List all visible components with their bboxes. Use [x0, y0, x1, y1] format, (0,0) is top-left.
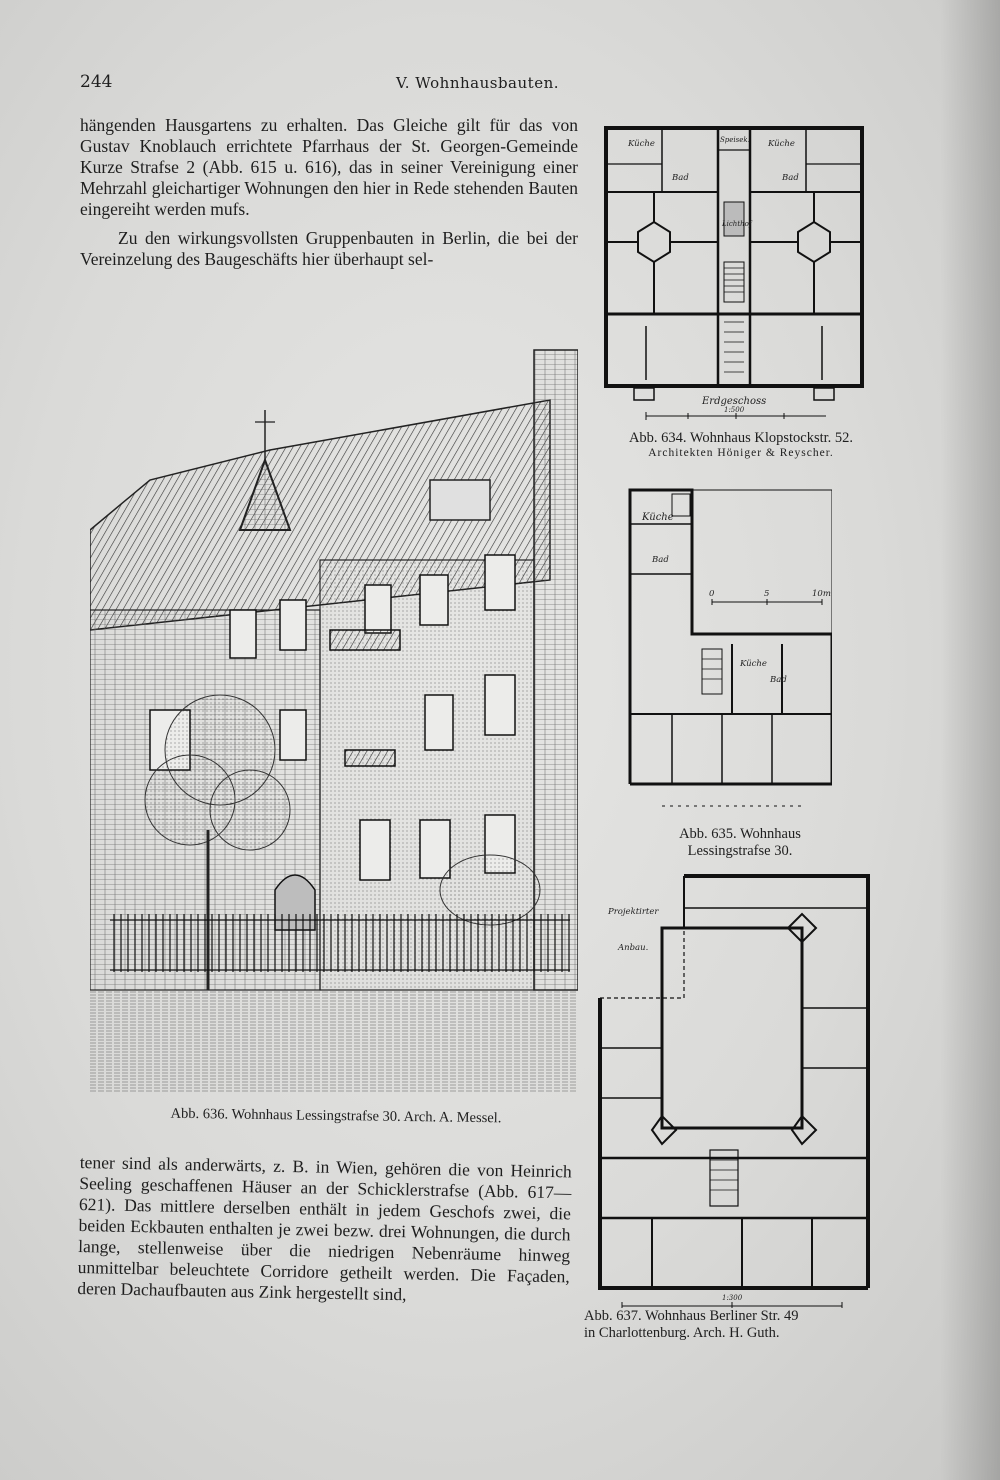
floor-plan-lessingstrasse	[622, 484, 832, 820]
running-title: V. Wohnhausbauten.	[396, 74, 559, 92]
label-floor: Erdgeschoss	[702, 396, 767, 407]
label-bath-mid: Bad	[770, 675, 787, 685]
page-number: 244	[80, 72, 113, 92]
label-scale-5: 5	[764, 589, 770, 599]
paragraph-1: hängenden Hausgartens zu erhalten. Das Gleiche gilt für das von Gustav Knoblauch errichtete Pfarrhaus der St. Georgen-Gemeinde Kurze Strafse 2 (Abb. 615 u. 616), das in seiner Vereinigung einer Mehrzahl gleichartiger Wohnungen den hier in Rede stehenden Bauten eingereiht werden mufs.	[80, 115, 578, 219]
caption-fig-635	[600, 826, 880, 860]
body-text-bottom	[77, 1152, 572, 1308]
label-pantry: Speisek.	[720, 136, 750, 144]
page-gutter-shadow	[940, 0, 1000, 1480]
paragraph-3: tener sind als anderwärts, z. B. in Wien, gehören die von Heinrich Seeling geschaffenen Häuser an der Schicklerstrafse (Abb. 617—621). Das mittlere derselben enthält in jedem Geschofs zwei, die beiden Eckbauten enthalten je zwei bezw. drei Wohnungen, die durch lange, stellenweise über die niedrigen Nebenräume hinweg unmittelbar beleuchtete Corridore getheilt werden. Die Façaden, deren Dachaufbauten aus Zink hergestellt sind,	[77, 1152, 572, 1305]
facade-illustration-lessingstrasse	[90, 330, 578, 1092]
label-kitchen-top: Küche	[642, 512, 674, 523]
caption-635-line2: Lessingstrafse 30.	[687, 843, 793, 859]
label-scale-0: 0	[709, 589, 715, 599]
label-kitchen-mid: Küche	[740, 659, 767, 669]
label-scale-637: 1:300	[722, 1294, 743, 1302]
caption-635-line1: Abb. 635. Wohnhaus	[679, 826, 801, 842]
floor-plan-berliner-str	[592, 868, 876, 1308]
label-kitchen-left: Küche	[628, 139, 655, 149]
label-lightwell: Lichthof	[722, 220, 752, 228]
caption-fig-637	[578, 1308, 884, 1342]
caption-634-architects: Architekten Höniger & Reyscher.	[648, 447, 834, 459]
label-projected: Projektirter	[608, 907, 659, 917]
caption-fig-636: Abb. 636. Wohnhaus Lessingstrafse 30. Arch. A. Messel.	[170, 1105, 502, 1127]
label-bath-left: Bad	[672, 173, 689, 183]
paragraph-2: Zu den wirkungsvollsten Gruppenbauten in Berlin, die bei der Vereinzelung des Baugeschäfts hier überhaupt sel-	[80, 228, 578, 269]
label-scale-634: 1:500	[724, 406, 745, 414]
label-annex: Anbau.	[618, 943, 649, 953]
caption-634-title: Abb. 634. Wohnhaus Klopstockstr. 52.	[628, 430, 854, 446]
caption-637-line2: in Charlottenburg. Arch. H. Guth.	[584, 1325, 780, 1341]
body-text-top	[80, 115, 578, 270]
floor-plan-klopstockstr	[598, 122, 870, 428]
caption-637-line1: Abb. 637. Wohnhaus Berliner Str. 49	[584, 1308, 799, 1324]
label-bath-right: Bad	[782, 173, 799, 183]
label-kitchen-right: Küche	[768, 139, 795, 149]
label-bath-top: Bad	[652, 555, 669, 565]
label-scale-10: 10m	[812, 589, 831, 599]
caption-fig-634	[596, 430, 886, 459]
